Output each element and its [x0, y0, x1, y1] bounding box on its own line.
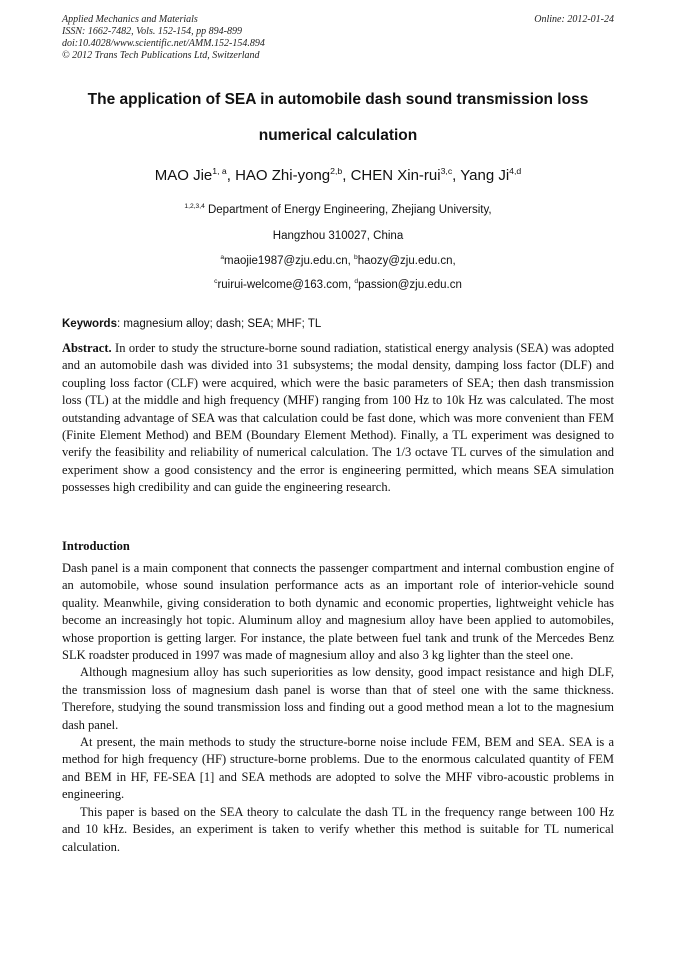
abstract-label: Abstract. [62, 341, 112, 355]
copyright-line: © 2012 Trans Tech Publications Ltd, Switzerland [62, 50, 260, 61]
author-affiliation-mark: 1, a [212, 166, 227, 176]
email-address: haozy@zju.edu.cn, [357, 255, 456, 267]
introduction-body [62, 560, 614, 856]
email-mark: d [354, 278, 359, 286]
author-affiliation-mark: 4,d [509, 166, 522, 176]
affiliation-city: Hangzhou 310027, China [272, 230, 404, 242]
keywords [62, 316, 614, 332]
author-name: Yang Ji [460, 167, 510, 184]
abstract [62, 340, 614, 497]
abstract-text: In order to study the structure-borne sound radiation, statistical energy analysis (SEA) was adopted and an automobile dash was divided into 31 subsystems; the modal density, damping loss factor (DLF) and coupling loss factor (CLF) were acquired, which were the basic parameters of SEA; then dash transmission loss (TL) at the middle and high frequency (MHF) ranging from 100 Hz to 10k Hz was calculated. The most outstanding advantage of SEA was that calculation could be fast done, which was more convenient than FEM (Finite Element Method) and BEM (Boundary Element Method). Finally, a TL experiment was designed to verify the feasibility and reliability of numerical calculation. The 1/3 octave TL curves of the simulation and experiment show a good consistency and the error is engineering permitted, which means SEA simulation possesses high credibility and can guide the engineering research. [62, 341, 614, 495]
paragraph: At present, the main methods to study the structure-borne noise include FEM, BEM and SEA. SEA is a method for high frequency (HF) structure-borne problems. Due to the enormous calculated quantity of FEM and BEM in HF, FE-SEA [1] and SEA methods are adopted to solve the MHF vibro-acoustic problems in engineering. [62, 735, 614, 802]
paper-title-line-2: numerical calculation [258, 127, 418, 144]
journal-header [62, 14, 614, 62]
affiliation-mark: 1,2,3,4 [184, 203, 205, 211]
email-mark: b [353, 254, 358, 262]
affiliation-emails-line-2 [62, 277, 614, 293]
doi-line: doi:10.4028/www.scientific.net/AMM.152-154.894 [62, 38, 265, 49]
issn-line: ISSN: 1662-7482, Vols. 152-154, pp 894-899 [62, 26, 242, 37]
email-address: maojie1987@zju.edu.cn, [224, 255, 354, 267]
author-list [62, 165, 614, 187]
email-mark: c [214, 278, 218, 286]
paragraph: Dash panel is a main component that connects the passenger compartment and internal combustion engine of an automobile, whose sound insulation performance acts as an important role of interior-vehicle sound quality. Meanwhile, giving consideration to both dynamic and economic properties, lightweight vehicle has become an increasingly hot topic. Aluminum alloy and magnesium alloy have been applied to automobiles, whose proportion is getting larger. For instance, the plate between fuel tank and trunk of the Mercedes Benz SLK roadster produced in 1997 was made of magnesium alloy and also 3 kg lighter than the steel one. [62, 561, 614, 663]
keywords-text: : magnesium alloy; dash; SEA; MHF; TL [116, 318, 322, 330]
section-heading-introduction: Introduction [62, 539, 130, 553]
online-date: Online: 2012-01-24 [534, 14, 614, 25]
email-address: ruirui-welcome@163.com, [217, 279, 355, 291]
author-affiliation-mark: 3,c [440, 166, 453, 176]
author-separator: , [452, 167, 461, 184]
affiliation-department [62, 202, 614, 218]
author-name: HAO Zhi-yong [235, 167, 331, 184]
keywords-label: Keywords [62, 318, 117, 330]
paragraph: This paper is based on the SEA theory to calculate the dash TL in the frequency range between 100 Hz and 10 kHz. Besides, an experiment is taken to verify whether this method is suitable for TL numerical calculation. [62, 804, 614, 854]
journal-name: Applied Mechanics and Materials [62, 14, 198, 25]
affiliation-dept-text: Department of Energy Engineering, Zhejiang University, [204, 204, 492, 216]
author-separator: , [342, 167, 351, 184]
author-name: MAO Jie [154, 167, 213, 184]
affiliation-emails-line-1 [62, 253, 614, 269]
author-name: CHEN Xin-rui [350, 167, 441, 184]
author-affiliation-mark: 2,b [330, 166, 343, 176]
email-address: passion@zju.edu.cn [358, 279, 462, 291]
author-separator: , [226, 167, 236, 184]
paragraph: Although magnesium alloy has such superiorities as low density, good impact resistance and high DLF, the transmission loss of magnesium dash panel is worse than that of steel one with the same thickness. Therefore, studying the sound transmission loss and finding out a good method mean a lot to the magnesium dash panel. [62, 665, 614, 732]
paper-title-line-1: The application of SEA in automobile dash sound transmission loss [87, 91, 589, 108]
email-mark: a [220, 254, 225, 262]
